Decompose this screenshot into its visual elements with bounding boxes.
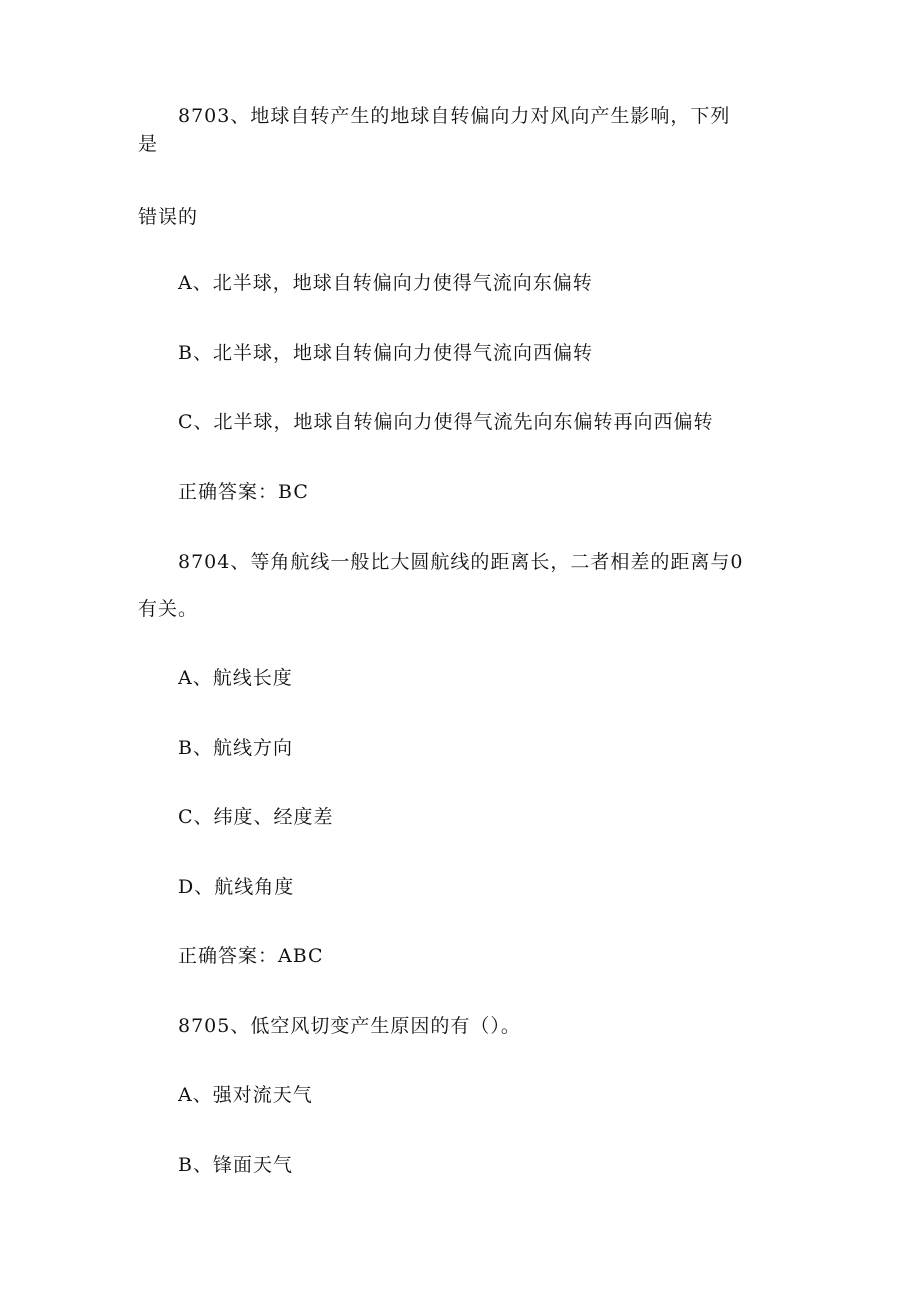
question-8704-option-a: A、航线长度	[178, 667, 293, 689]
question-8703-option-c: C、北半球，地球自转偏向力使得气流先向东偏转再向西偏转	[178, 411, 714, 433]
question-8705-option-b: B、锋面天气	[178, 1154, 293, 1176]
question-8703-stem-line3: 错误的	[138, 206, 199, 228]
question-8704-option-c: C、纬度、经度差	[178, 806, 334, 828]
question-8704-option-b: B、航线方向	[178, 737, 293, 759]
question-8703-option-a: A、北半球，地球自转偏向力使得气流向东偏转	[178, 272, 593, 294]
question-8705-option-a: A、强对流天气	[178, 1084, 313, 1106]
question-8703-option-b: B、北半球，地球自转偏向力使得气流向西偏转	[178, 342, 593, 364]
question-8704-stem-line1: 8704、等角航线一般比大圆航线的距离长，二者相差的距离与0	[178, 551, 744, 573]
question-8703-answer: 正确答案：BC	[178, 481, 309, 503]
question-8704-option-d: D、航线角度	[178, 876, 295, 898]
question-8703-stem-line1: 8703、地球自转产生的地球自转偏向力对风向产生影响，下列	[178, 105, 731, 127]
question-8705-stem-line1: 8705、低空风切变产生原因的有（）。	[178, 1015, 521, 1037]
question-8703-stem-line2: 是	[138, 133, 159, 155]
question-8704-answer: 正确答案：ABC	[178, 945, 324, 967]
question-8704-stem-line2: 有关。	[138, 598, 199, 620]
